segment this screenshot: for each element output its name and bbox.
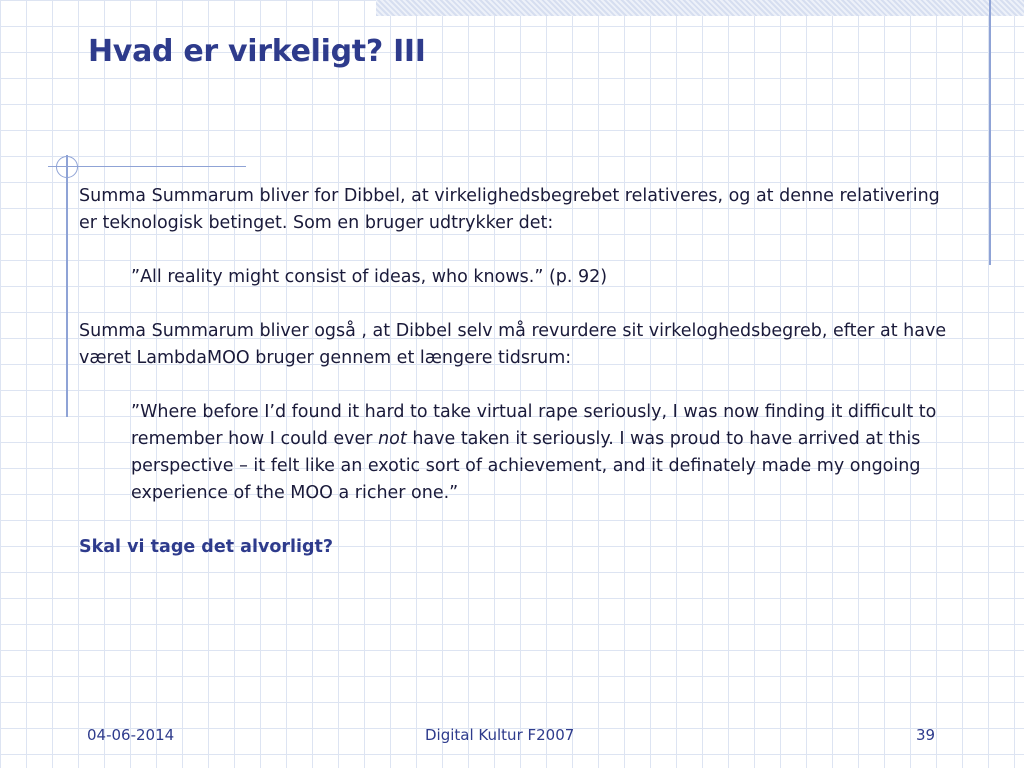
quote-2-emphasis: not xyxy=(378,429,407,449)
slide-body xyxy=(79,183,949,561)
spacer xyxy=(79,372,949,399)
closing-question: Skal vi tage det alvorligt? xyxy=(79,537,334,557)
spacer xyxy=(79,291,949,318)
top-decorative-band xyxy=(376,0,1024,16)
quote-1: ”All reality might consist of ideas, who knows.” (p. 92) xyxy=(131,267,608,287)
quote-2 xyxy=(79,399,949,507)
paragraph-1: Summa Summarum bliver for Dibbel, at virkelighedsbegrebet relativeres, og at denne relativering er teknologisk betinget. Som en bruger udtrykker det: xyxy=(79,186,940,233)
footer-page-number: 39 xyxy=(916,726,936,744)
spacer xyxy=(79,237,949,264)
footer-date: 04-06-2014 xyxy=(87,726,175,744)
slide-title: Hvad er virkeligt? III xyxy=(88,34,426,69)
crosshair-circle-icon xyxy=(56,156,78,178)
quote-2-after: have taken it seriously. I was proud to have arrived at this perspective – it felt like an exotic sort of achievement, and it definately made my ongoing experience of the MOO a richer one.” xyxy=(131,429,921,503)
quote-2-before: ”Where before I’d found it hard to take virtual rape seriously, I was now finding it difficult to remember how I could ever xyxy=(131,402,937,449)
footer-course: Digital Kultur F2007 xyxy=(425,726,575,744)
crosshair-vertical-line xyxy=(66,155,68,417)
paragraph-2: Summa Summarum bliver også , at Dibbel selv må revurdere sit virkeloghedsbegreb, efter at have været LambdaMOO bruger gennem et længere tidsrum: xyxy=(79,321,947,368)
spacer xyxy=(79,507,949,534)
decorative-vertical-line xyxy=(989,0,991,265)
